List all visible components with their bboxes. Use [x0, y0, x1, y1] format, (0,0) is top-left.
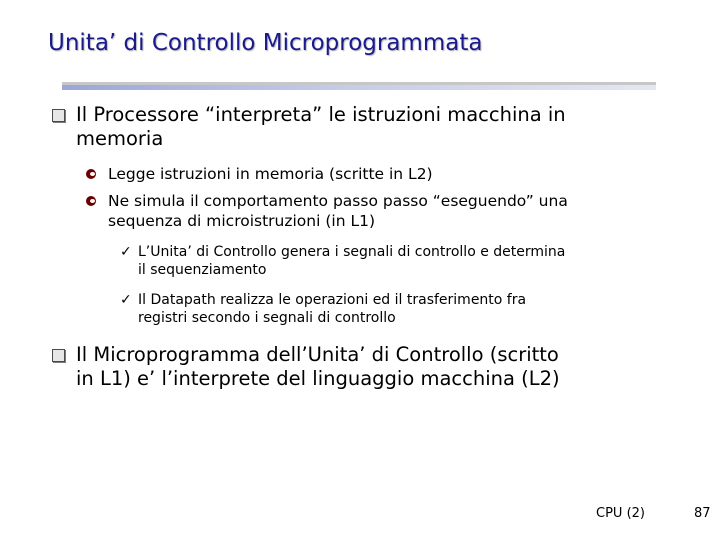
sub-bullet-text-line: Legge istruzioni in memoria (scritte in L2) — [108, 165, 433, 183]
sub-bullet-text-line: Ne simula il comportamento passo passo “eseguendo” una — [108, 192, 568, 210]
square-bullet-icon — [52, 109, 65, 122]
bullet-text-line: in L1) e’ l’interprete del linguaggio macchina (L2) — [76, 367, 560, 390]
page-number: 87 — [694, 506, 711, 521]
check-item-text-line: L’Unita’ di Controllo genera i segnali di controllo e determina — [138, 244, 566, 260]
circle-bullet-icon — [86, 169, 96, 179]
circle-bullet-icon — [86, 196, 96, 206]
checkmark-icon: ✓ — [120, 244, 132, 260]
sub-bullet-text-line: sequenza di microistruzioni (in L1) — [108, 212, 375, 230]
checkmark-icon: ✓ — [120, 292, 132, 308]
title-divider — [62, 82, 656, 90]
bullet-text-line: memoria — [76, 127, 164, 150]
slide-title: Unita’ di Controllo Microprogrammata — [48, 30, 483, 56]
check-item-text-line: il sequenziamento — [138, 262, 267, 278]
bullet-text-line: Il Processore “interpreta” le istruzioni macchina in — [76, 103, 566, 126]
square-bullet-icon — [52, 349, 65, 362]
footer-label: CPU (2) — [596, 506, 645, 521]
bullet-text-line: Il Microprogramma dell’Unita’ di Controllo (scritto — [76, 343, 559, 366]
check-item-text-line: registri secondo i segnali di controllo — [138, 310, 396, 326]
check-item-text-line: Il Datapath realizza le operazioni ed il trasferimento fra — [138, 292, 527, 308]
